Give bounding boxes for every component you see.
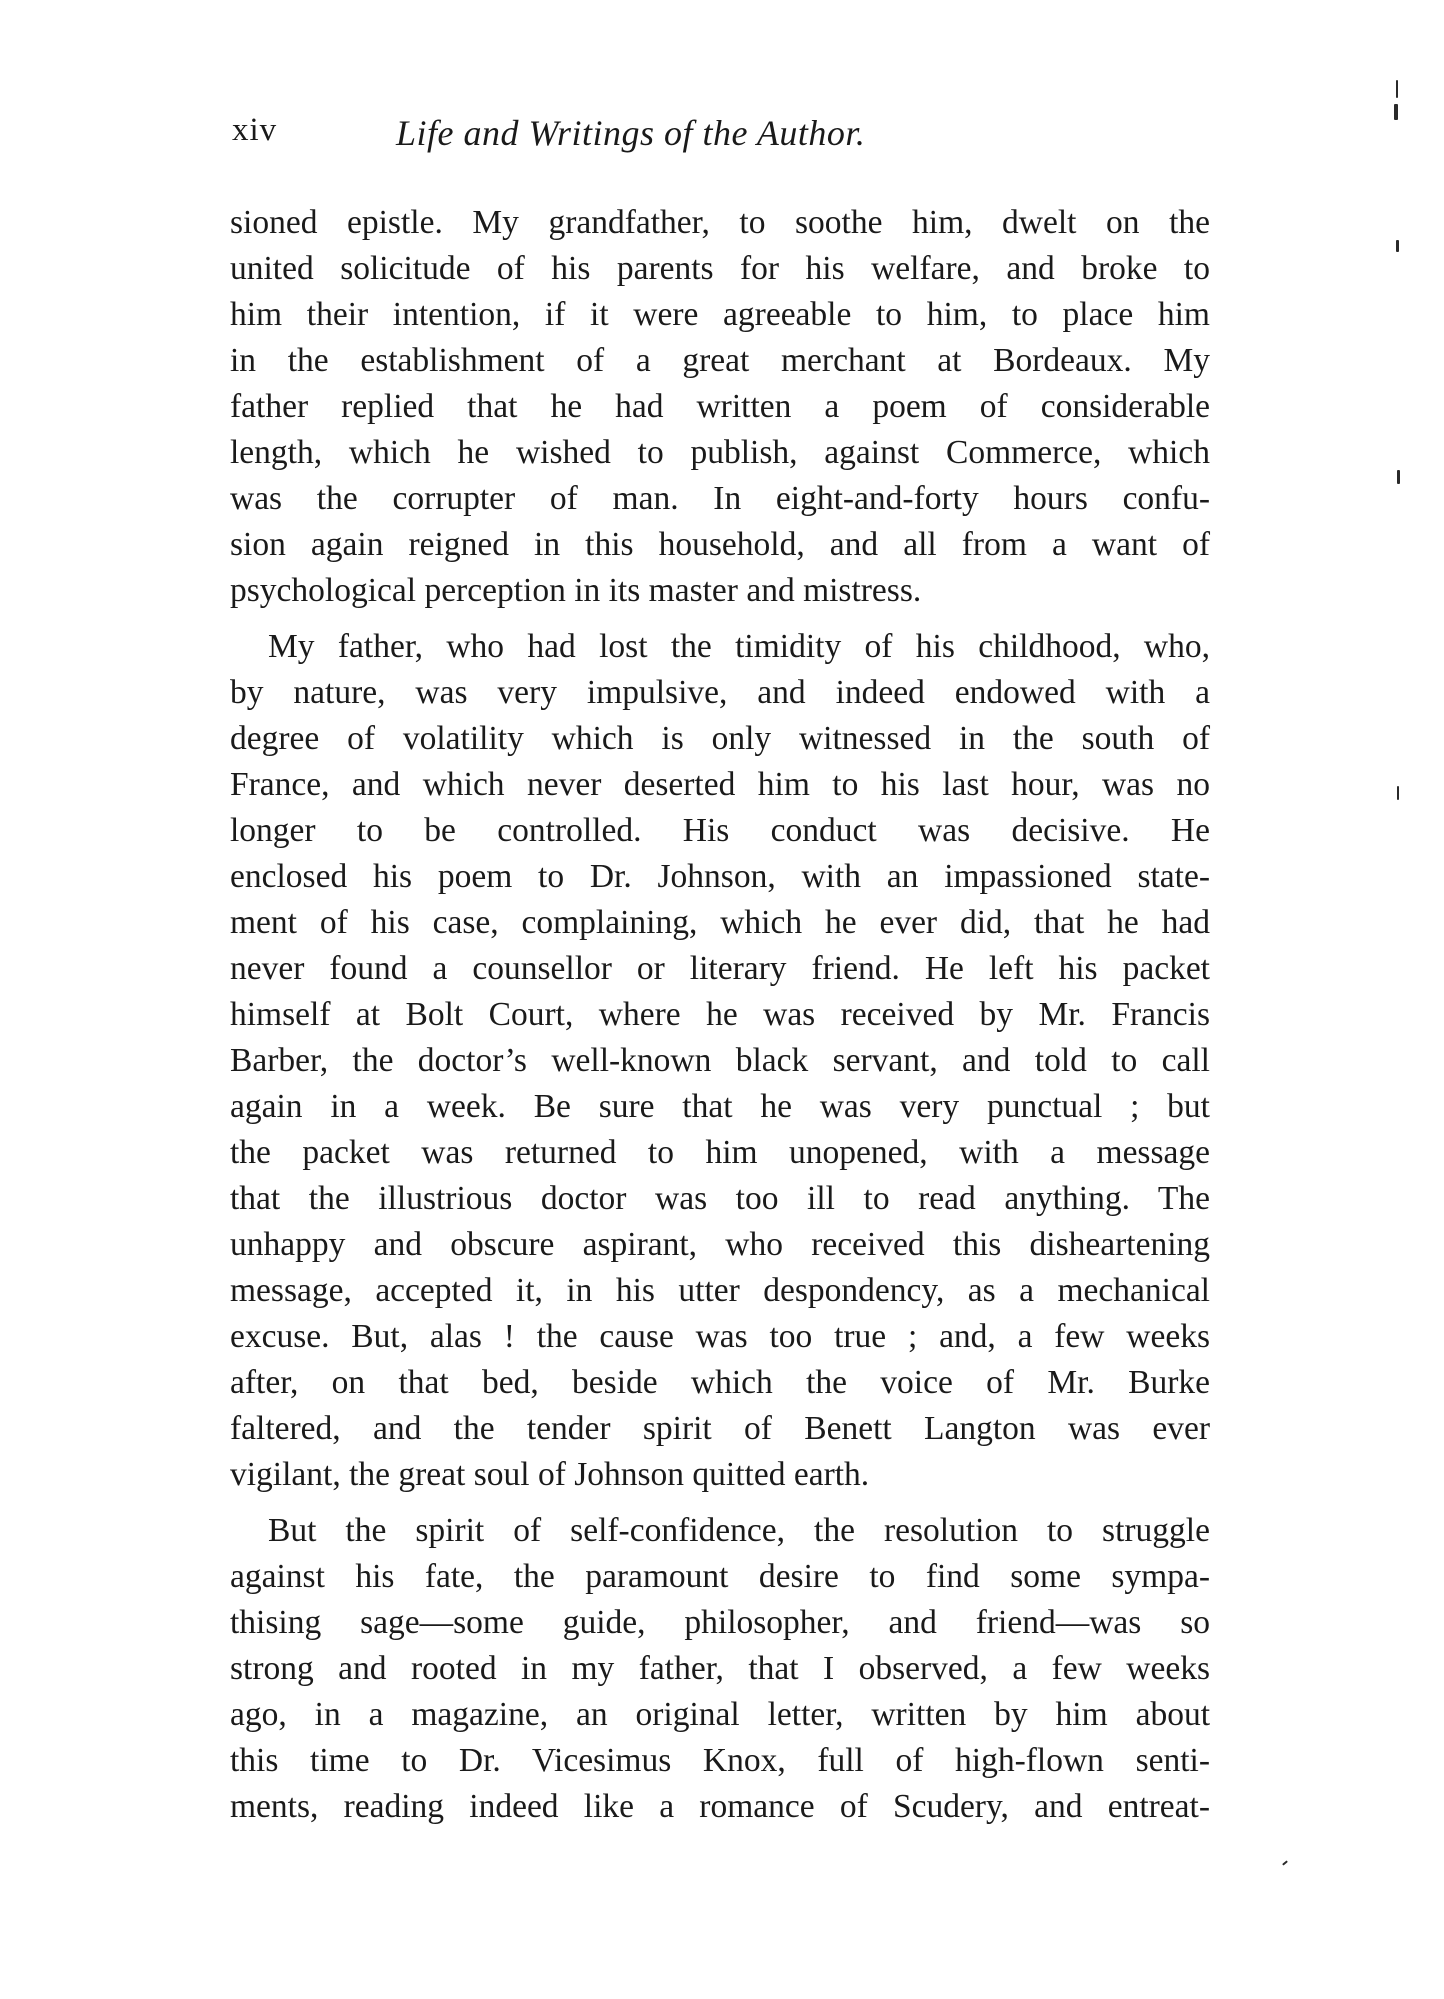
text-line: But the spirit of self-confidence, the resolution to struggle bbox=[268, 1512, 1210, 1549]
page-number: xiv bbox=[232, 112, 278, 148]
text-line: that the illustrious doctor was too ill to read anything. The bbox=[230, 1180, 1210, 1217]
text-line: enclosed his poem to Dr. Johnson, with an impassioned state- bbox=[230, 858, 1210, 895]
text-line: after, on that bed, beside which the voice of Mr. Burke bbox=[230, 1364, 1210, 1401]
text-line: France, and which never deserted him to his last hour, was no bbox=[230, 766, 1210, 803]
scan-speck bbox=[1396, 80, 1398, 98]
text-line: by nature, was very impulsive, and indeed endowed with a bbox=[230, 674, 1210, 711]
running-title: Life and Writings of the Author. bbox=[396, 113, 866, 153]
text-line: this time to Dr. Vicesimus Knox, full of high-flown senti- bbox=[230, 1742, 1210, 1779]
text-line: ago, in a magazine, an original letter, written by him about bbox=[230, 1696, 1210, 1733]
text-line: father replied that he had written a poem of considerable bbox=[230, 388, 1210, 425]
text-line: degree of volatility which is only witnessed in the south of bbox=[230, 720, 1210, 757]
text-line: strong and rooted in my father, that I observed, a few weeks bbox=[230, 1650, 1210, 1687]
text-line: him their intention, if it were agreeable to him, to place him bbox=[230, 296, 1210, 333]
text-line: against his fate, the paramount desire to find some sympa- bbox=[230, 1558, 1210, 1595]
text-line: ment of his case, complaining, which he ever did, that he had bbox=[230, 904, 1210, 941]
scan-speck bbox=[1396, 240, 1399, 252]
text-line: in the establishment of a great merchant at Bordeaux. My bbox=[230, 342, 1210, 379]
text-line: unhappy and obscure aspirant, who received this disheartening bbox=[230, 1226, 1210, 1263]
scan-speck bbox=[1282, 1860, 1288, 1865]
text-line: the packet was returned to him unopened, with a message bbox=[230, 1134, 1210, 1171]
text-line: My father, who had lost the timidity of his childhood, who, bbox=[268, 628, 1210, 665]
text-line: sion again reigned in this household, and all from a want of bbox=[230, 526, 1210, 563]
scan-speck bbox=[1394, 104, 1398, 120]
text-line: psychological perception in its master and mistress. bbox=[230, 572, 922, 609]
text-line: united solicitude of his parents for his welfare, and broke to bbox=[230, 250, 1210, 287]
text-line: again in a week. Be sure that he was very punctual ; but bbox=[230, 1088, 1210, 1125]
scan-speck bbox=[1397, 786, 1399, 800]
text-line: sioned epistle. My grandfather, to soothe him, dwelt on the bbox=[230, 204, 1210, 241]
text-line: never found a counsellor or literary friend. He left his packet bbox=[230, 950, 1210, 987]
text-line: longer to be controlled. His conduct was decisive. He bbox=[230, 812, 1210, 849]
text-line: faltered, and the tender spirit of Benett Langton was ever bbox=[230, 1410, 1210, 1447]
scan-speck bbox=[1397, 470, 1400, 484]
text-line: ments, reading indeed like a romance of Scudery, and entreat- bbox=[230, 1788, 1210, 1825]
text-line: vigilant, the great soul of Johnson quitted earth. bbox=[230, 1456, 870, 1493]
text-line: message, accepted it, in his utter despondency, as a mechanical bbox=[230, 1272, 1210, 1309]
text-line: length, which he wished to publish, against Commerce, which bbox=[230, 434, 1210, 471]
text-line: thising sage—some guide, philosopher, and friend—was so bbox=[230, 1604, 1210, 1641]
text-line: himself at Bolt Court, where he was received by Mr. Francis bbox=[230, 996, 1210, 1033]
running-head bbox=[232, 112, 1038, 172]
text-line: Barber, the doctor’s well-known black servant, and told to call bbox=[230, 1042, 1210, 1079]
text-line: excuse. But, alas ! the cause was too true ; and, a few weeks bbox=[230, 1318, 1210, 1355]
text-line: was the corrupter of man. In eight-and-forty hours confu- bbox=[230, 480, 1210, 517]
